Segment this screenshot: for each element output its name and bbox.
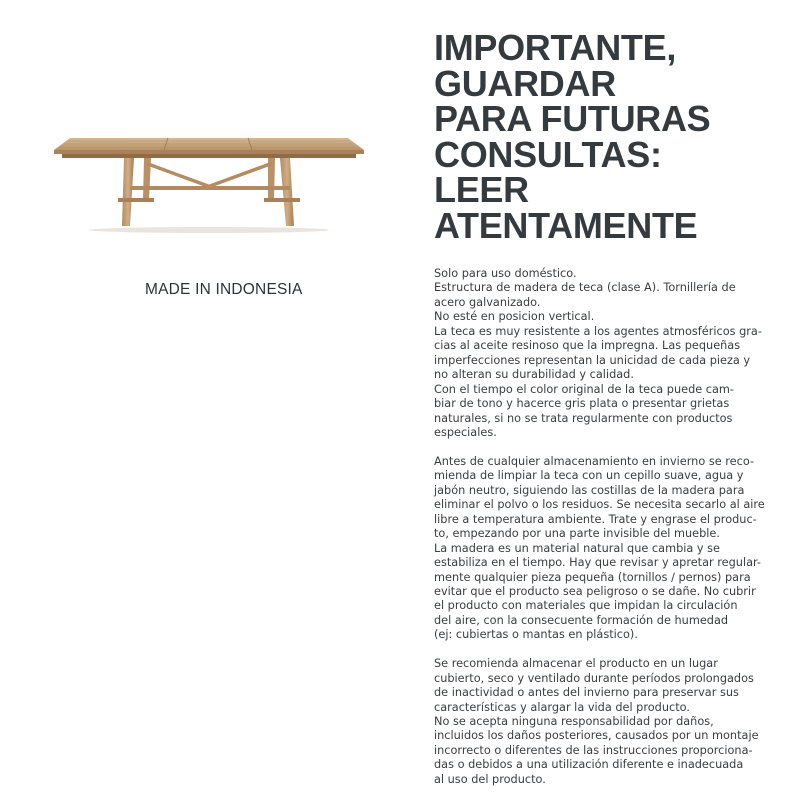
text-line: La madera es un material natural que cambia y se	[434, 541, 721, 555]
instructions-paragraph-usage	[434, 267, 790, 440]
text-line: evitar que el producto sea peligroso o se dañe. No cubrir	[434, 584, 756, 598]
text-line: La teca es muy resistente a los agentes atmosféricos gra-	[434, 324, 762, 338]
teak-dining-table-image	[48, 128, 370, 234]
heading-line: GUARDAR	[434, 62, 616, 104]
text-line: especiales.	[434, 425, 497, 439]
text-line: incorrecto o diferentes de las instrucciones proporciona-	[434, 743, 753, 757]
text-line: mente qualquier pieza pequeña (tornillos / pernos) para	[434, 570, 751, 584]
text-line: biar de tono y hacerce gris plata o presentar grietas	[434, 397, 730, 411]
text-line: Con el tiempo el color original de la teca puede cam-	[434, 382, 735, 396]
text-line: naturales, si no se trata regularmente con productos	[434, 411, 733, 425]
heading-line: PARA FUTURAS	[434, 98, 711, 139]
text-line: No esté en posicion vertical.	[434, 310, 595, 324]
heading-line: CONSULTAS:	[434, 133, 662, 175]
text-line: Antes de cualquier almacenamiento en invierno se reco-	[434, 454, 755, 468]
heading-line: ATENTAMENTE	[434, 204, 698, 246]
instructions-paragraph-maintenance	[434, 455, 790, 643]
text-line: al uso del producto.	[434, 772, 546, 786]
text-line: Solo para uso doméstico.	[434, 267, 577, 280]
text-line: estabiliza en el tiempo. Hay que revisar y apretar regular-	[434, 556, 762, 570]
text-line: eliminar el polvo o los residuos. Se necesita secarlo al aire	[434, 498, 765, 512]
text-line: imperfecciones representan la unicidad de cada pieza y	[434, 353, 751, 367]
text-line: del aire, con la consecuente formación de humedad	[434, 613, 729, 627]
text-line: cubierto, seco y ventilado durante períodos prolongados	[434, 671, 754, 685]
text-line: das o debidos a una utilización diferente e inadecuada	[434, 758, 744, 772]
text-line: cias al aceite resinoso que la impregna. Las pequeñas	[434, 339, 741, 353]
instructions-body	[434, 267, 790, 802]
text-line: Se recomienda almacenar el producto en un lugar	[434, 657, 718, 671]
text-line: No se acepta ninguna responsabilidad por daños,	[434, 715, 714, 729]
text-line: libre a temperatura ambiente. Trate y engrase el produc-	[434, 512, 757, 526]
heading-line: LEER	[434, 169, 529, 210]
text-line: (ej: cubiertas o mantas en plástico).	[434, 628, 638, 642]
text-line: acero galvanizado.	[434, 295, 541, 309]
text-line: incluidos los daños posteriores, causados por un montaje	[434, 729, 759, 743]
text-line: el producto con materiales que impidan la circulación	[434, 599, 738, 613]
text-line: de inactividad o antes del invierno para preservar sus	[434, 686, 739, 700]
heading-line: IMPORTANTE,	[434, 27, 677, 68]
warning-heading	[434, 27, 794, 246]
text-line: jabón neutro, siguiendo las costillas de la madera para	[434, 483, 745, 497]
text-line: Estructura de madera de teca (clase A). Tornillería de	[434, 281, 736, 295]
text-line: no alteran su durabilidad y calidad.	[434, 368, 634, 382]
made-in-label: MADE IN INDONESIA	[145, 281, 303, 298]
instructions-paragraph-storage	[434, 657, 790, 787]
text-line: to, empezando por una parte invisible del mueble.	[434, 527, 720, 541]
text-line: mienda de limpiar la teca con un cepillo suave, agua y	[434, 469, 744, 483]
text-line: características y alargar la vida del producto.	[434, 700, 690, 714]
